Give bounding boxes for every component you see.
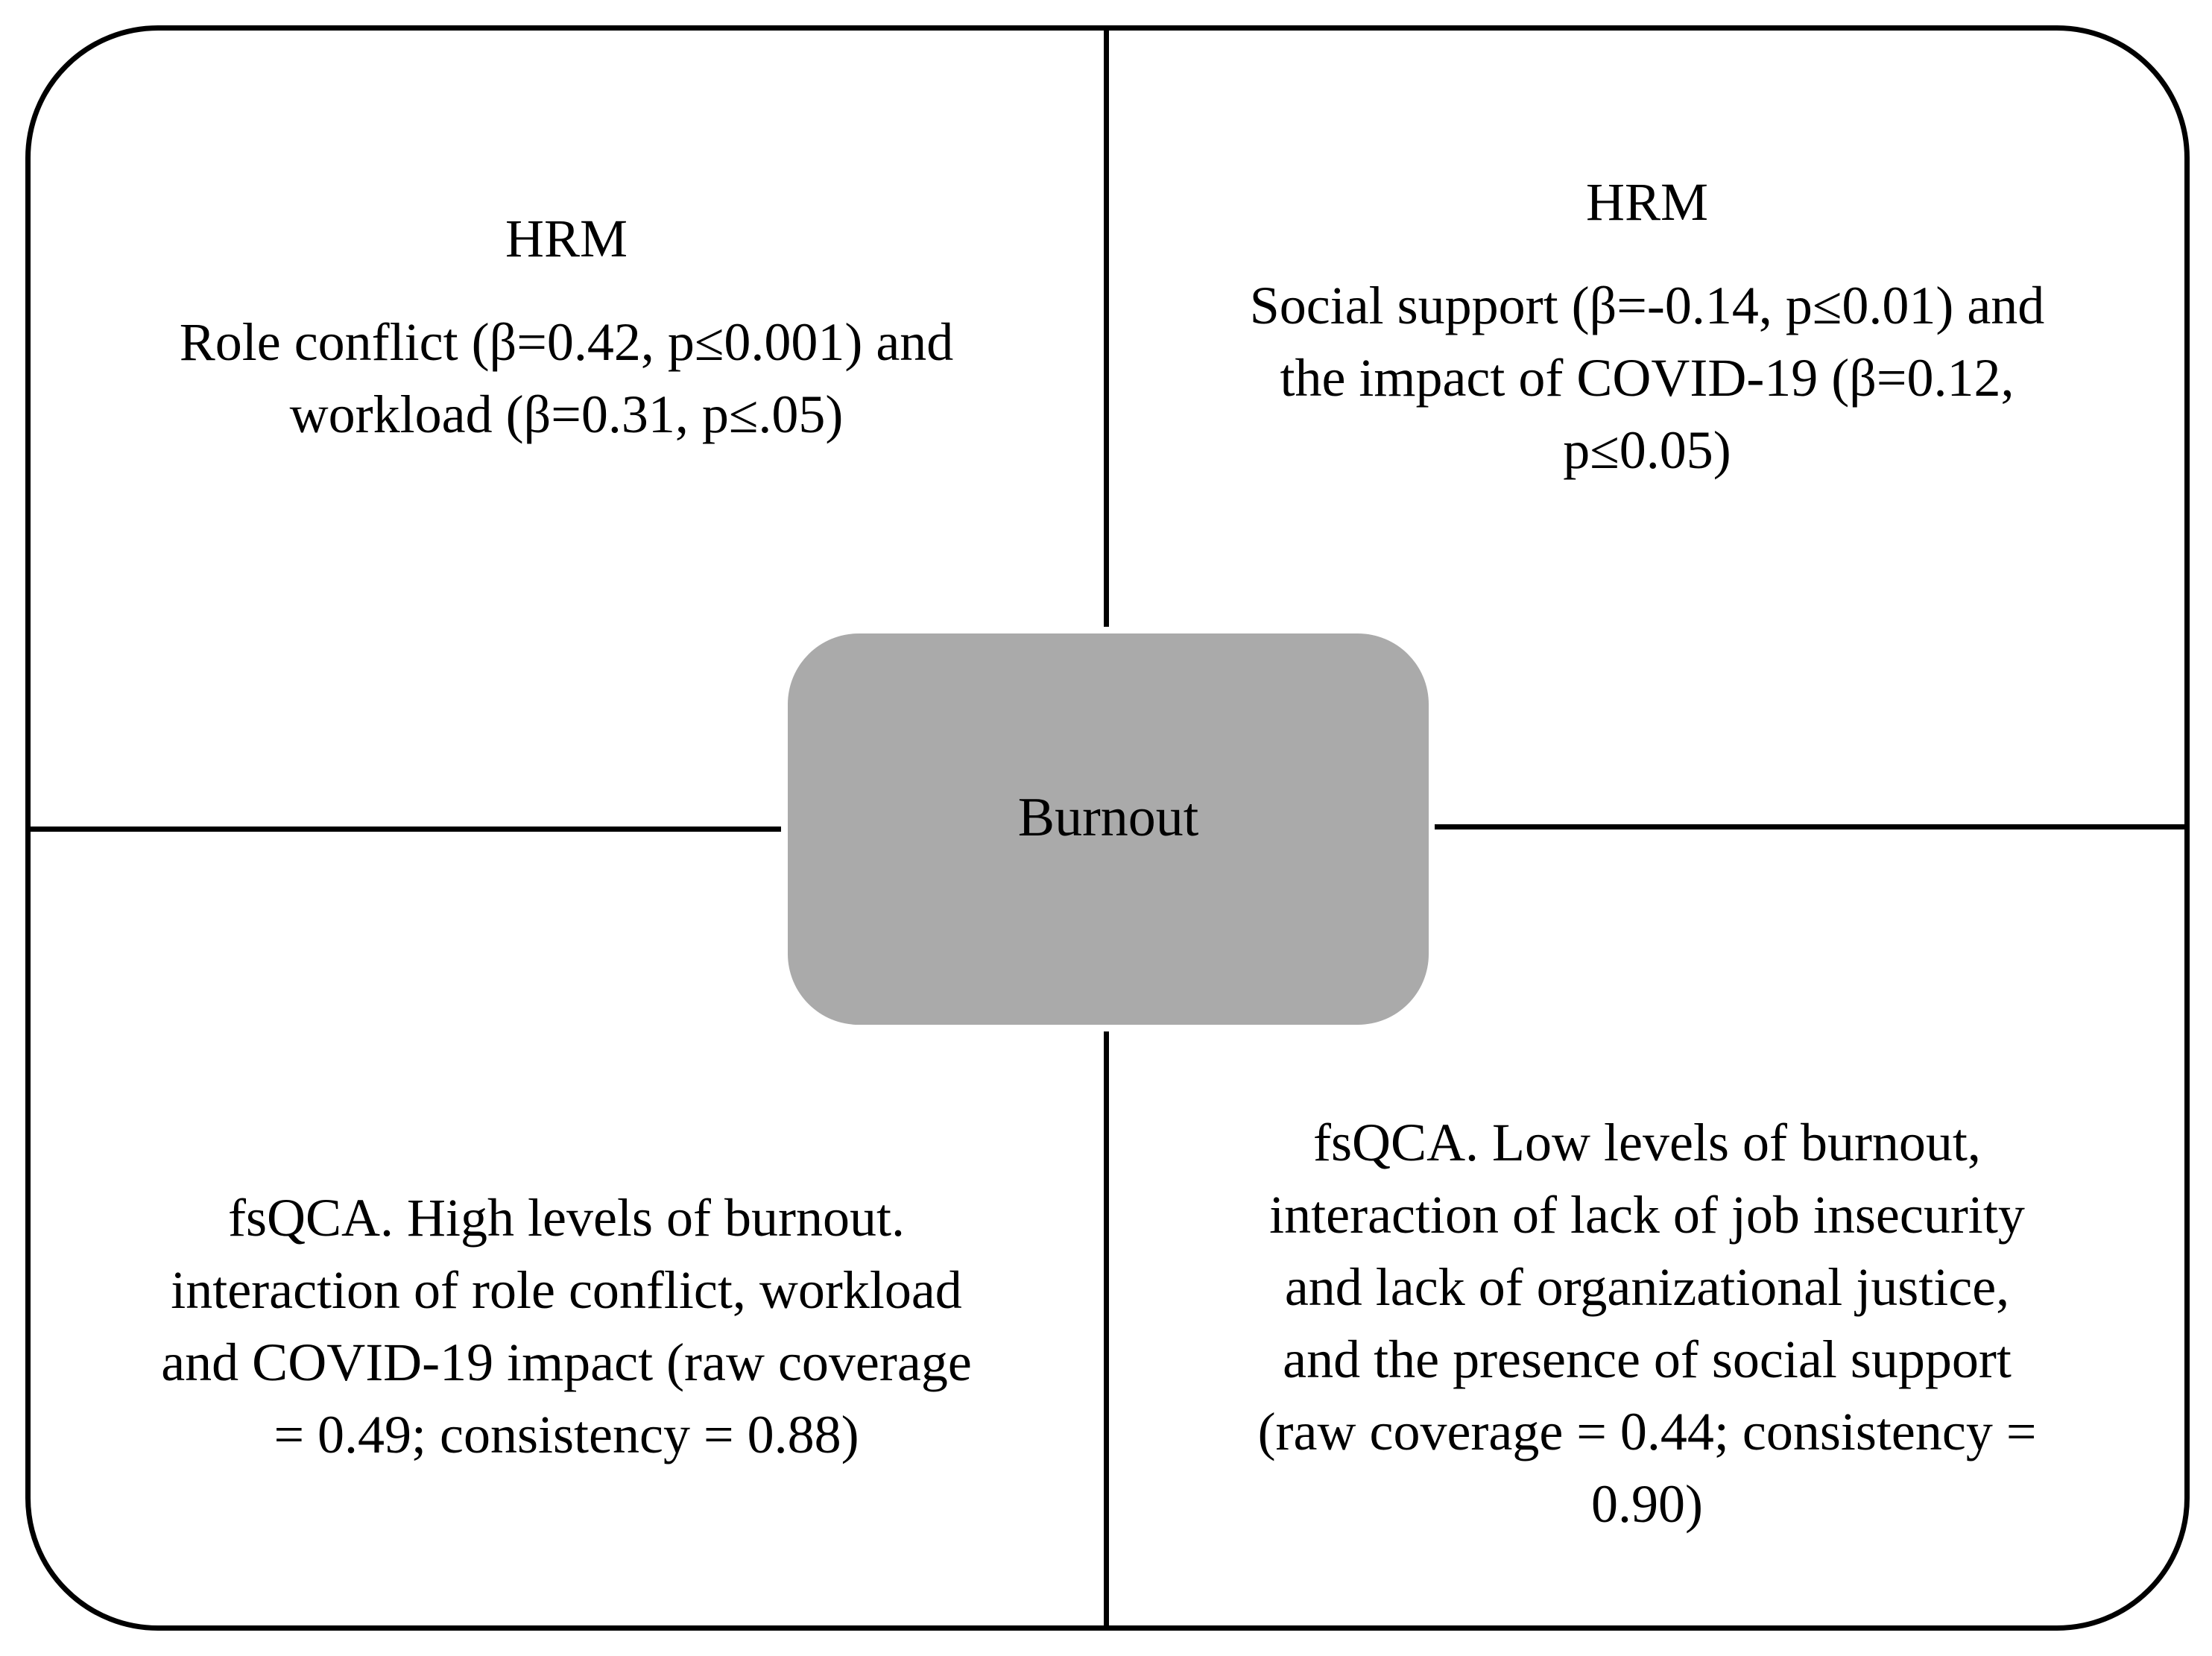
quadrant-text-line: and COVID-19 impact (raw coverage	[161, 1333, 972, 1392]
quadrant-top-right-hrm	[1110, 166, 2184, 487]
divider-vertical-top	[1104, 28, 1109, 627]
quadrant-text-line: workload (β=0.31, p≤.05)	[289, 385, 844, 444]
quadrant-text-line: = 0.49; consistency = 0.88)	[274, 1405, 859, 1464]
quadrant-text-line: Social support (β=-0.14, p≤0.01) and	[1249, 276, 2045, 335]
quadrant-bottom-left-fsqca-high	[30, 1182, 1103, 1471]
quadrant-text-line: p≤0.05)	[1563, 420, 1731, 480]
quadrant-text-line: interaction of role conflict, workload	[171, 1260, 962, 1320]
quadrant-bottom-right-fsqca-low	[1110, 1107, 2184, 1540]
quadrant-text-line: fsQCA. High levels of burnout.	[228, 1188, 905, 1248]
quadrant-text-line: interaction of lack of job insecurity	[1269, 1185, 2025, 1245]
divider-horizontal-right	[1435, 824, 2187, 829]
quadrant-text-line: (raw coverage = 0.44; consistency =	[1257, 1402, 2037, 1461]
quadrant-text-line: and the presence of social support	[1283, 1330, 2012, 1389]
quadrant-text-line: fsQCA. Low levels of burnout,	[1313, 1113, 1981, 1172]
center-node-label: Burnout	[1017, 786, 1199, 848]
quadrant-heading: HRM	[1585, 172, 1709, 232]
burnout-center-node	[788, 633, 1429, 1025]
quadrant-top-left-hrm	[30, 203, 1103, 451]
quadrant-text-line: the impact of COVID-19 (β=0.12,	[1280, 348, 2014, 408]
quadrant-text-line: Role conflict (β=0.42, p≤0.001) and	[179, 312, 954, 372]
divider-horizontal-left	[28, 827, 781, 832]
quadrant-text-line: 0.90)	[1591, 1474, 1703, 1534]
quadrant-text-line: and lack of organizational justice,	[1284, 1257, 2010, 1317]
divider-vertical-bottom	[1104, 1031, 1109, 1629]
quadrant-heading: HRM	[505, 209, 628, 268]
